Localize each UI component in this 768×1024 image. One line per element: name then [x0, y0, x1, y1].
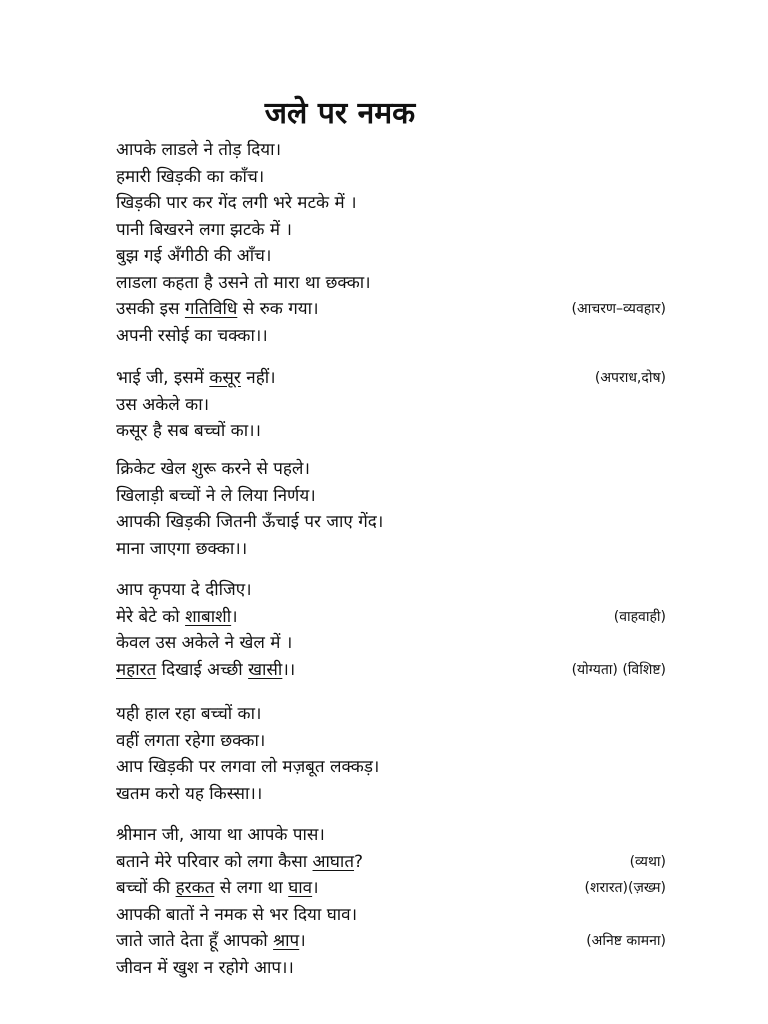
underlined-word: आघात	[312, 851, 355, 872]
poem-line	[116, 577, 696, 604]
line-text	[116, 630, 292, 657]
poem-line	[116, 955, 696, 982]
poem-line	[116, 875, 696, 902]
meaning-note: (शरारत)(ज़ख्म)	[584, 880, 666, 896]
line-segment: भाई जी, इसमें	[116, 368, 210, 388]
line-segment: क्रिकेट खेल शुरू करने से पहले।	[116, 459, 310, 479]
line-segment: से लगा था	[214, 878, 289, 898]
line-text	[116, 822, 325, 849]
line-segment: हमारी खिड़की का काँच।	[116, 166, 265, 187]
line-text	[116, 536, 247, 563]
poem-line	[116, 781, 696, 808]
line-segment: माना जाएगा छक्का।।	[116, 538, 248, 559]
line-segment: ।	[312, 878, 319, 898]
poem-line	[116, 728, 696, 755]
meaning-note: (अपराध,दोष)	[594, 370, 666, 386]
underlined-word: हरकत	[175, 878, 215, 898]
line-segment: उस अकेले का।	[116, 394, 210, 415]
line-text	[116, 217, 292, 244]
stanza	[116, 577, 696, 683]
line-text	[116, 955, 294, 982]
poem-line	[116, 243, 696, 270]
poem-line	[116, 701, 696, 728]
line-text	[116, 849, 363, 876]
underlined-word: शाबाशी	[185, 606, 232, 627]
poem-line	[116, 392, 696, 419]
line-text	[116, 296, 319, 323]
line-text	[116, 418, 261, 445]
poem-line	[116, 190, 696, 217]
line-text	[116, 483, 316, 510]
poem-line	[116, 509, 696, 536]
poem-line	[116, 483, 696, 510]
poem-line	[116, 456, 696, 483]
poem-line	[116, 849, 696, 876]
stanza	[116, 701, 696, 807]
poem-line	[116, 928, 696, 955]
line-text	[116, 701, 261, 728]
line-text	[116, 270, 371, 297]
line-segment: मेरे बेटे को	[116, 606, 186, 627]
line-text	[116, 243, 271, 270]
line-segment: आप कृपया दे दीजिए।	[116, 580, 252, 600]
poem-line	[116, 418, 696, 445]
underlined-word: खासी	[248, 659, 283, 680]
meaning-note: (वाहवाही)	[613, 608, 666, 625]
line-text	[116, 875, 319, 902]
poem-line	[116, 822, 696, 849]
underlined-word: घाव	[288, 878, 313, 898]
line-segment: कसूर है सब बच्चों का।।	[116, 421, 262, 441]
line-text	[116, 137, 281, 164]
line-text	[116, 754, 379, 781]
poem-line	[116, 902, 696, 929]
line-segment: वहीं लगता रहेगा छक्का।	[116, 730, 266, 751]
meaning-note: (अनिष्ट कामना)	[586, 933, 666, 949]
line-text	[116, 657, 295, 684]
underlined-word: महारत	[116, 659, 157, 680]
line-segment: आप खिड़की पर लगवा लो मज़बूत लक्कड़।	[116, 757, 380, 777]
line-text	[116, 164, 264, 191]
poem-line	[116, 630, 696, 657]
line-segment: बच्चों की	[116, 878, 176, 898]
line-segment: केवल उस अकेले ने खेल में ।	[116, 633, 293, 653]
poem-title: जले पर नमक	[264, 96, 416, 131]
poem-line	[116, 536, 696, 563]
underlined-word: कसूर	[209, 368, 241, 388]
line-segment: आपकी बातों ने नमक से भर दिया घाव।	[116, 904, 358, 925]
stanza	[116, 137, 696, 349]
line-text	[116, 456, 310, 483]
line-segment: खिलाड़ी बच्चों ने ले लिया निर्णय।	[116, 485, 316, 506]
line-text	[116, 392, 209, 419]
poem-line	[116, 754, 696, 781]
line-segment: लाडला कहता है उसने तो मारा था छक्का।	[116, 272, 371, 293]
line-segment: से रुक गया।	[237, 299, 319, 319]
underlined-word: श्राप	[273, 931, 300, 951]
line-text	[116, 577, 252, 604]
line-segment: ।	[231, 606, 238, 627]
underlined-word: गतिविधि	[184, 299, 238, 319]
line-segment: उसकी इस	[116, 299, 185, 319]
poem-line	[116, 604, 696, 631]
poem-line	[116, 365, 696, 392]
poem-line	[116, 217, 696, 244]
line-segment: खिड़की पार कर गेंद लगी भरे मटके में ।	[116, 193, 357, 213]
line-segment: नहीं।	[240, 368, 276, 388]
stanza	[116, 822, 696, 981]
line-segment: अपनी रसोई का चक्का।।	[116, 325, 268, 346]
line-segment: दिखाई अच्छी	[156, 659, 249, 680]
line-segment: ।	[299, 931, 306, 951]
poem-line	[116, 137, 696, 164]
poem-line	[116, 270, 696, 297]
line-segment: ।।	[282, 659, 296, 680]
line-text	[116, 728, 265, 755]
poem-line	[116, 164, 696, 191]
line-text	[116, 365, 276, 392]
line-segment: ?	[354, 851, 364, 872]
poem-line	[116, 323, 696, 350]
meaning-note: (व्यथा)	[629, 853, 666, 870]
line-segment: जीवन में खुश न रहोगे आप।।	[116, 957, 294, 978]
line-text	[116, 190, 357, 217]
line-segment: बुझ गई अँगीठी की आँच।	[116, 246, 272, 266]
meaning-note: (योग्यता) (विशिष्ट)	[571, 661, 666, 678]
line-text	[116, 604, 238, 631]
line-segment: आपके लाडले ने तोड़ दिया।	[116, 140, 282, 160]
stanza	[116, 365, 696, 445]
line-text	[116, 928, 306, 955]
line-text	[116, 509, 383, 536]
line-segment: खतम करो यह किस्सा।।	[116, 783, 263, 804]
line-segment: पानी बिखरने लगा झटके में ।	[116, 219, 292, 240]
line-segment: जाते जाते देता हूँ आपको	[116, 931, 274, 951]
line-text	[116, 902, 357, 929]
line-segment: यही हाल रहा बच्चों का।	[116, 704, 262, 724]
stanza	[116, 456, 696, 562]
poem-line	[116, 296, 696, 323]
line-text	[116, 781, 262, 808]
line-segment: आपकी खिड़की जितनी ऊँचाई पर जाए गेंद।	[116, 512, 384, 532]
poem-line	[116, 657, 696, 684]
line-segment: श्रीमान जी, आया था आपके पास।	[116, 825, 325, 845]
meaning-note: (आचरण–व्यवहार)	[571, 301, 666, 317]
line-segment: बताने मेरे परिवार को लगा कैसा	[116, 851, 313, 872]
line-text	[116, 323, 268, 350]
